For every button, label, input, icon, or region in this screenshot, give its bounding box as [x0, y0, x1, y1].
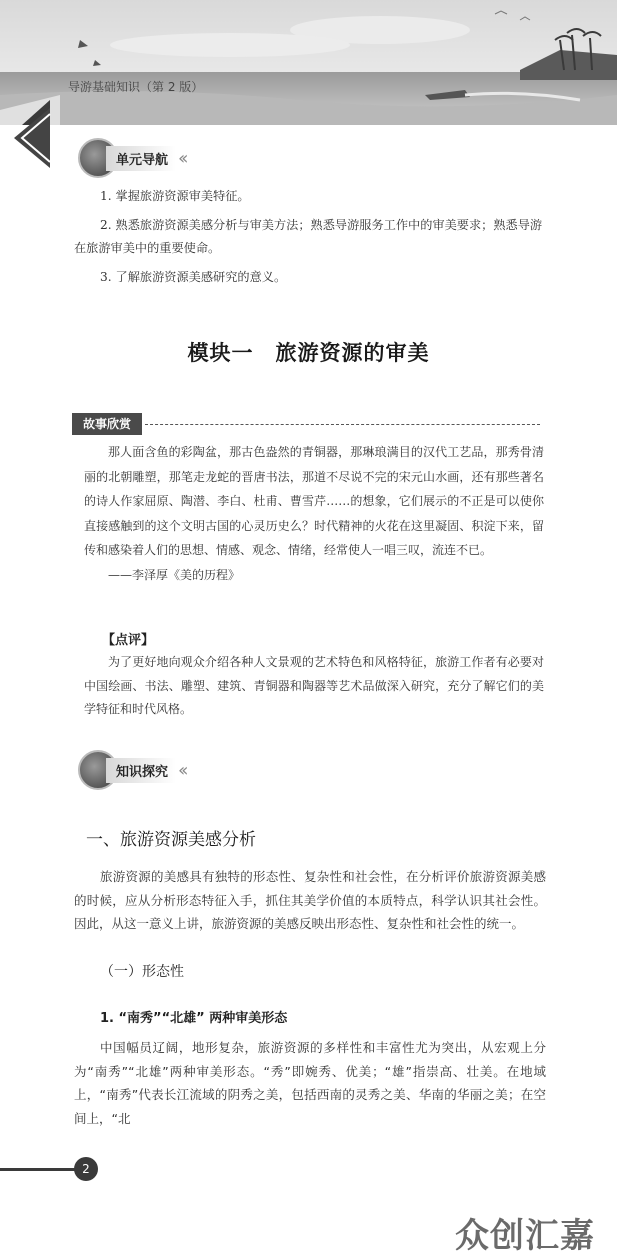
unit-guide-list [74, 185, 546, 289]
double-chevron-icon: ‹‹ [178, 759, 185, 781]
watermark-logo: 众创汇嘉 [455, 1216, 595, 1256]
seaside-illustration [0, 0, 617, 125]
subsection-title: （一）形态性 [100, 964, 184, 980]
knowledge-heading [78, 750, 184, 790]
page-header-banner [0, 0, 617, 125]
knowledge-label: 知识探究 [106, 758, 176, 783]
comment-label: 【点评】 [102, 633, 155, 648]
list-item: 3. 了解旅游资源美感研究的意义。 [100, 270, 287, 284]
list-item: 2. 熟悉旅游资源美感分析与审美方法；熟悉导游服务工作中的审美要求；熟悉导游在旅游审美中的重要使命。 [74, 218, 543, 255]
section-paragraph: 旅游资源的美感具有独特的形态性、复杂性和社会性，在分析评价旅游资源美感的时候，应从分析形态特征入手，抓住其美学价值的本质特点，科学认识其社会性。因此，从这一意义上讲，旅游资源的美感反映出形态性、复杂性和社会性的统一。 [74, 869, 546, 931]
story-label: 故事欣赏 [72, 413, 142, 435]
unit-guide-heading [78, 138, 184, 178]
section-body-2 [74, 1036, 546, 1130]
story-source: ——李泽厚《美的历程》 [108, 567, 241, 582]
section-body [74, 865, 546, 936]
page-number: 2 [74, 1157, 98, 1181]
module-title: 模块一 旅游资源的审美 [187, 340, 430, 365]
story-text: 那人面含鱼的彩陶盆，那古色盎然的青铜器，那琳琅满目的汉代工艺品，那秀骨清丽的北朝雕塑，那笔走龙蛇的晋唐书法，那道不尽说不完的宋元山水画，还有那些著名的诗人作家屈原、陶潜、李白、杜甫、曹雪芹……的想象，它们展示的不正是可以使你直接感触到的这个文明古国的心灵历史么？时代精神的火花在这里凝固、积淀下来，留传和感染着人们的思想、情感、观念、情绪，经常使人一唱三叹，流连不已。 [84, 445, 544, 557]
section-title: 一、旅游资源美感分析 [86, 830, 256, 850]
unit-guide-label: 单元导航 [106, 146, 176, 171]
subsubsection-title: 1. “南秀”“北雄” 两种审美形态 [100, 1011, 288, 1026]
comment-block [84, 651, 544, 722]
section-paragraph-2: 中国幅员辽阔，地形复杂，旅游资源的多样性和丰富性尤为突出，从宏观上分为“南秀”“北雄”两种审美形态。“秀”即婉秀、优美；“雄”指崇高、壮美。在地域上，“南秀”代表长江流域的阴秀之美，包括西南的灵秀之美、华南的华丽之美；在空间上，“北 [74, 1040, 546, 1126]
dashed-divider [145, 424, 540, 425]
page-number-bar [0, 1168, 78, 1171]
double-chevron-icon: ‹‹ [178, 147, 185, 169]
story-block [84, 440, 544, 587]
list-item: 1. 掌握旅游资源审美特征。 [100, 189, 250, 203]
decorative-arrow-icon [0, 100, 70, 170]
book-title: 导游基础知识（第 2 版） [68, 80, 204, 94]
comment-text: 为了更好地向观众介绍各种人文景观的艺术特色和风格特征，旅游工作者有必要对中国绘画、书法、雕塑、建筑、青铜器和陶器等艺术品做深入研究，充分了解它们的美学特征和时代风格。 [84, 655, 544, 716]
